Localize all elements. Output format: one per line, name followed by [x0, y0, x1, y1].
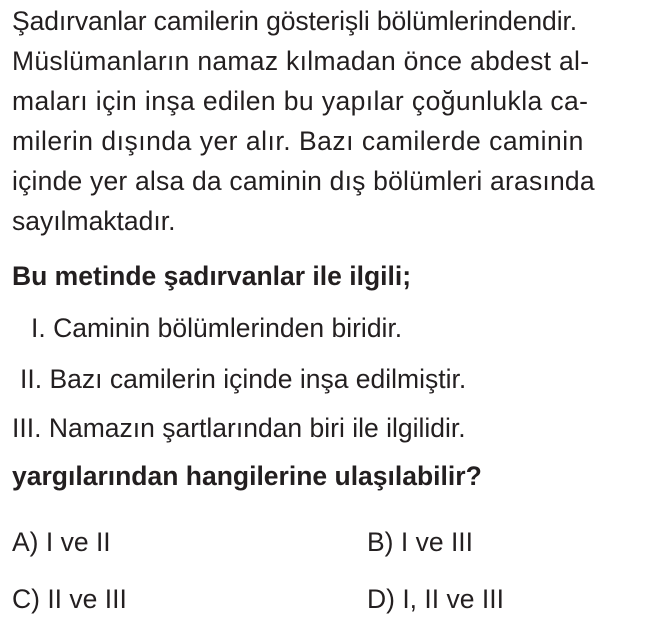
- passage-line: içinde yer alsa da caminin dış bölümleri arasında: [12, 166, 595, 196]
- question-prompt: yargılarından hangilerine ulaşılabilir?: [12, 461, 482, 491]
- option-c[interactable]: C) II ve III: [12, 584, 127, 614]
- passage-line: milerin dışında yer alır. Bazı camilerde caminin: [12, 126, 584, 156]
- option-a[interactable]: A) I ve II: [12, 527, 111, 557]
- statement-item: I. Caminin bölümlerinden biridir.: [31, 313, 403, 343]
- question-stem: Bu metinde şadırvanlar ile ilgili;: [12, 261, 412, 291]
- statement-item: III. Namazın şartlarından biri ile ilgilidir.: [12, 413, 466, 443]
- passage-line: Şadırvanlar camilerin gösterişli bölümlerindendir.: [12, 6, 578, 36]
- option-d[interactable]: D) I, II ve III: [367, 584, 504, 614]
- option-b[interactable]: B) I ve III: [367, 527, 474, 557]
- passage-line: Müslümanların namaz kılmadan önce abdest al-: [12, 46, 590, 76]
- passage-line: maları için inşa edilen bu yapılar çoğunlukla ca-: [12, 86, 589, 116]
- statement-item: II. Bazı camilerin içinde inşa edilmiştir.: [20, 364, 467, 394]
- passage-line: sayılmaktadır.: [12, 206, 176, 236]
